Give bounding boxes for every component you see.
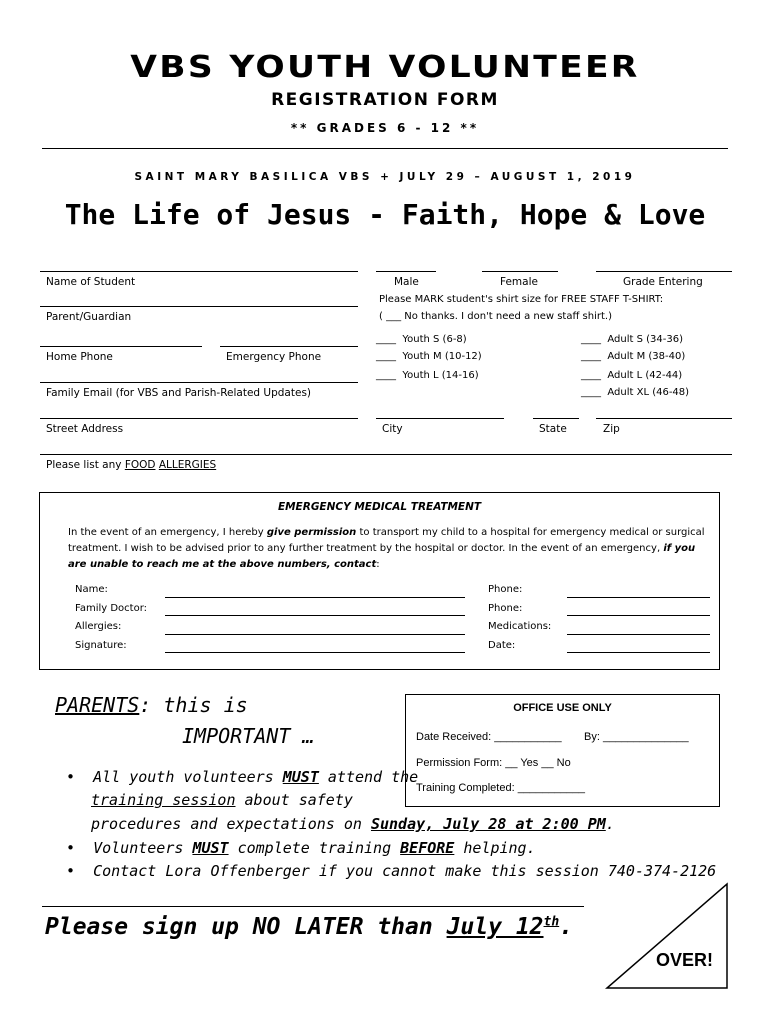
female-line[interactable] [482, 271, 558, 272]
event-line: SAINT MARY BASILICA VBS + JULY 29 – AUGUST 1, 2019 [134, 171, 636, 183]
deadline-notice: Please sign up NO LATER than July 12th. [45, 914, 574, 940]
contact-name-label: Name: [75, 584, 108, 595]
doctor-phone-label: Phone: [488, 603, 523, 614]
student-name-label: Name of Student [46, 276, 136, 288]
emergency-text: In the event of an emergency, I hereby give permission to transport my child to a hospital for emergency medical or surgical treatment. I wish to be advised prior to any further treatment by the hospital or doctor. In the event of an emergency, if you are unable to reach me at the above numbers, contact: [68, 527, 705, 570]
medications-label: Medications: [488, 621, 552, 632]
youth-size-item[interactable]: ____ Youth L (14-16) [376, 370, 479, 381]
list-item-continued: training session about safety [91, 791, 353, 809]
date-label: Date: [488, 640, 516, 651]
emergency-section [39, 492, 720, 670]
date-received-field[interactable]: Date Received: ___________ [416, 731, 562, 743]
list-item-continued: procedures and expectations on Sunday, July 28 at 2:00 PM. [91, 815, 615, 833]
grade-line[interactable] [596, 271, 732, 272]
city-label: City [382, 423, 403, 435]
office-use-title: OFFICE USE ONLY [513, 702, 612, 714]
zip-line[interactable] [596, 418, 732, 419]
contact-name-field[interactable] [165, 597, 465, 598]
allergies-label: Allergies: [75, 621, 122, 632]
grades-label: ** GRADES 6 - 12 ** [290, 121, 480, 135]
family-doctor-field[interactable] [165, 615, 465, 616]
youth-size-item[interactable]: ____ Youth M (10-12) [376, 351, 482, 362]
shirt-instructions: Please MARK student's shirt size for FREE STAFF T-SHIRT: [379, 294, 664, 305]
emergency-phone-label: Emergency Phone [226, 351, 322, 363]
permission-form-field[interactable]: Permission Form: __ Yes __ No [416, 757, 571, 769]
street-label: Street Address [46, 423, 124, 435]
family-doctor-label: Family Doctor: [75, 603, 148, 614]
adult-size-item[interactable]: ____ Adult XL (46-48) [581, 387, 690, 398]
emergency-phone-line[interactable] [220, 346, 358, 347]
home-phone-label: Home Phone [46, 351, 113, 363]
divider [42, 148, 728, 149]
allergies-field[interactable] [165, 634, 465, 635]
list-item: • All youth volunteers MUST attend the [66, 768, 419, 786]
grade-label: Grade Entering [623, 276, 703, 288]
theme-title: The Life of Jesus - Faith, Hope & Love [64, 198, 706, 231]
email-line[interactable] [40, 382, 358, 383]
signature-field[interactable] [165, 652, 465, 653]
over-label: OVER! [656, 950, 714, 970]
training-completed-field[interactable]: Training Completed: ___________ [416, 782, 585, 794]
state-label: State [539, 423, 567, 435]
contact-phone-field[interactable] [567, 597, 710, 598]
form-title: VBS YOUTH VOLUNTEER [130, 50, 640, 85]
over-triangle-icon [602, 880, 732, 992]
parents-heading: PARENTS: this is [55, 693, 248, 717]
youth-size-item[interactable]: ____ Youth S (6-8) [376, 334, 467, 345]
adult-size-item[interactable]: ____ Adult S (34-36) [581, 334, 683, 345]
student-name-line[interactable] [40, 271, 358, 272]
female-label: Female [500, 276, 538, 288]
email-label: Family Email (for VBS and Parish-Related Updates) [46, 387, 312, 399]
footer-divider [42, 906, 584, 907]
list-item: • Volunteers MUST complete training BEFORE helping. [66, 839, 536, 857]
doctor-phone-field[interactable] [567, 615, 710, 616]
parent-label: Parent/Guardian [46, 311, 132, 323]
male-line[interactable] [376, 271, 436, 272]
contact-phone-label: Phone: [488, 584, 523, 595]
important-heading: IMPORTANT … [182, 724, 315, 748]
signature-label: Signature: [75, 640, 127, 651]
received-by-field[interactable]: By: ______________ [584, 731, 689, 743]
form-subtitle: REGISTRATION FORM [271, 90, 499, 110]
city-line[interactable] [376, 418, 504, 419]
medications-field[interactable] [567, 634, 710, 635]
date-field[interactable] [567, 652, 710, 653]
parent-line[interactable] [40, 306, 358, 307]
food-allergies-label[interactable]: Please list any FOOD ALLERGIES [46, 459, 217, 471]
list-item: • Contact Lora Offenberger if you cannot make this session 740-374-2126 [66, 862, 717, 880]
office-use-box [405, 694, 720, 807]
adult-size-item[interactable]: ____ Adult M (38-40) [581, 351, 686, 362]
home-phone-line[interactable] [40, 346, 202, 347]
no-thanks-option[interactable]: ( ___ No thanks. I don't need a new staff shirt.) [379, 311, 612, 322]
male-label: Male [394, 276, 419, 288]
street-line[interactable] [40, 418, 358, 419]
zip-label: Zip [603, 423, 620, 435]
state-line[interactable] [533, 418, 579, 419]
adult-size-item[interactable]: ____ Adult L (42-44) [581, 370, 683, 381]
address-bottom-line [40, 454, 732, 455]
emergency-title: EMERGENCY MEDICAL TREATMENT [277, 501, 482, 513]
